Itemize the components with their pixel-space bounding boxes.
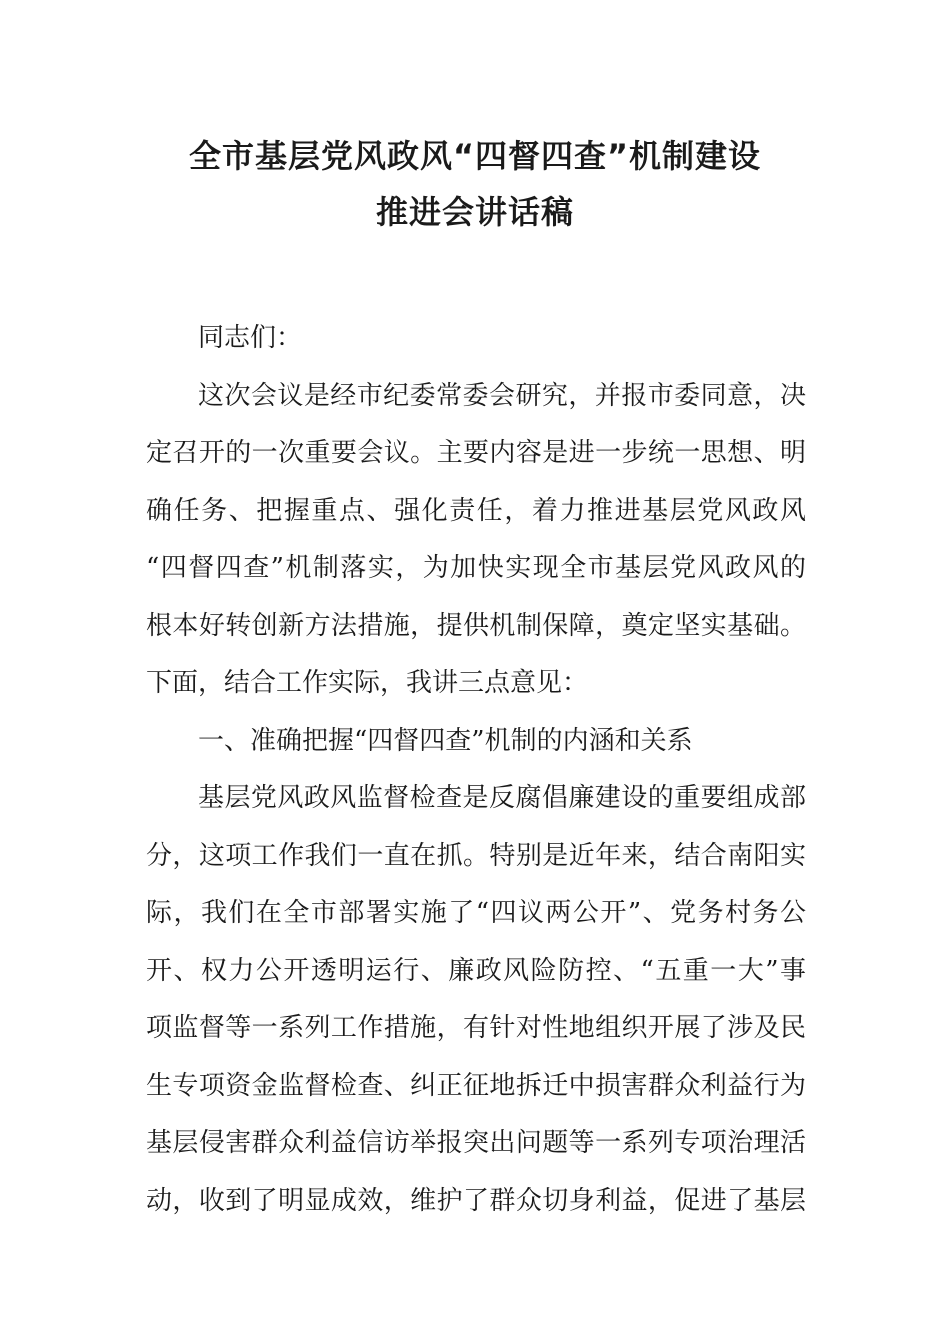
body-text-line: 这次会议是经市纪委常委会研究，并报市委同意，决	[198, 380, 806, 411]
body-text-line: “四督四查”机制落实，为加快实现全市基层党风政风的	[146, 553, 806, 583]
document-body	[146, 316, 806, 1236]
body-text-line: 下面，结合工作实际，我讲三点意见：	[146, 668, 589, 698]
body-text-line: 项监督等一系列工作措施，有针对性地组织开展了涉及民	[146, 1013, 806, 1043]
body-text-line: 际，我们在全市部署实施了“四议两公开”、党务村务公	[146, 898, 806, 928]
title-line-2: 推进会讲话稿	[375, 193, 574, 231]
body-text-line: 根本好转创新方法措施，提供机制保障，奠定坚实基础。	[146, 610, 806, 641]
title-line-1: 全市基层党风政风“四督四查”机制建设	[188, 137, 762, 175]
body-text-line: 确任务、把握重点、强化责任，着力推进基层党风政风	[146, 495, 806, 526]
body-text-line: 基层党风政风监督检查是反腐倡廉建设的重要组成部	[198, 783, 806, 813]
document-title	[0, 128, 950, 240]
body-text-line: 开、权力公开透明运行、廉政风险防控、“五重一大”事	[146, 955, 806, 986]
body-text-line: 同志们：	[198, 323, 303, 353]
body-text-line: 生专项资金监督检查、纠正征地拆迁中损害群众利益行为	[146, 1070, 806, 1101]
body-text-line: 分，这项工作我们一直在抓。特别是近年来，结合南阳实	[146, 840, 806, 871]
body-text-line: 基层侵害群众利益信访举报突出问题等一系列专项治理活	[146, 1128, 806, 1158]
body-text-line: 动，收到了明显成效，维护了群众切身利益，促进了基层	[146, 1185, 806, 1216]
body-text-line: 定召开的一次重要会议。主要内容是进一步统一思想、明	[146, 438, 806, 468]
body-text-line: 一、准确把握“四督四查”机制的内涵和关系	[198, 725, 693, 756]
